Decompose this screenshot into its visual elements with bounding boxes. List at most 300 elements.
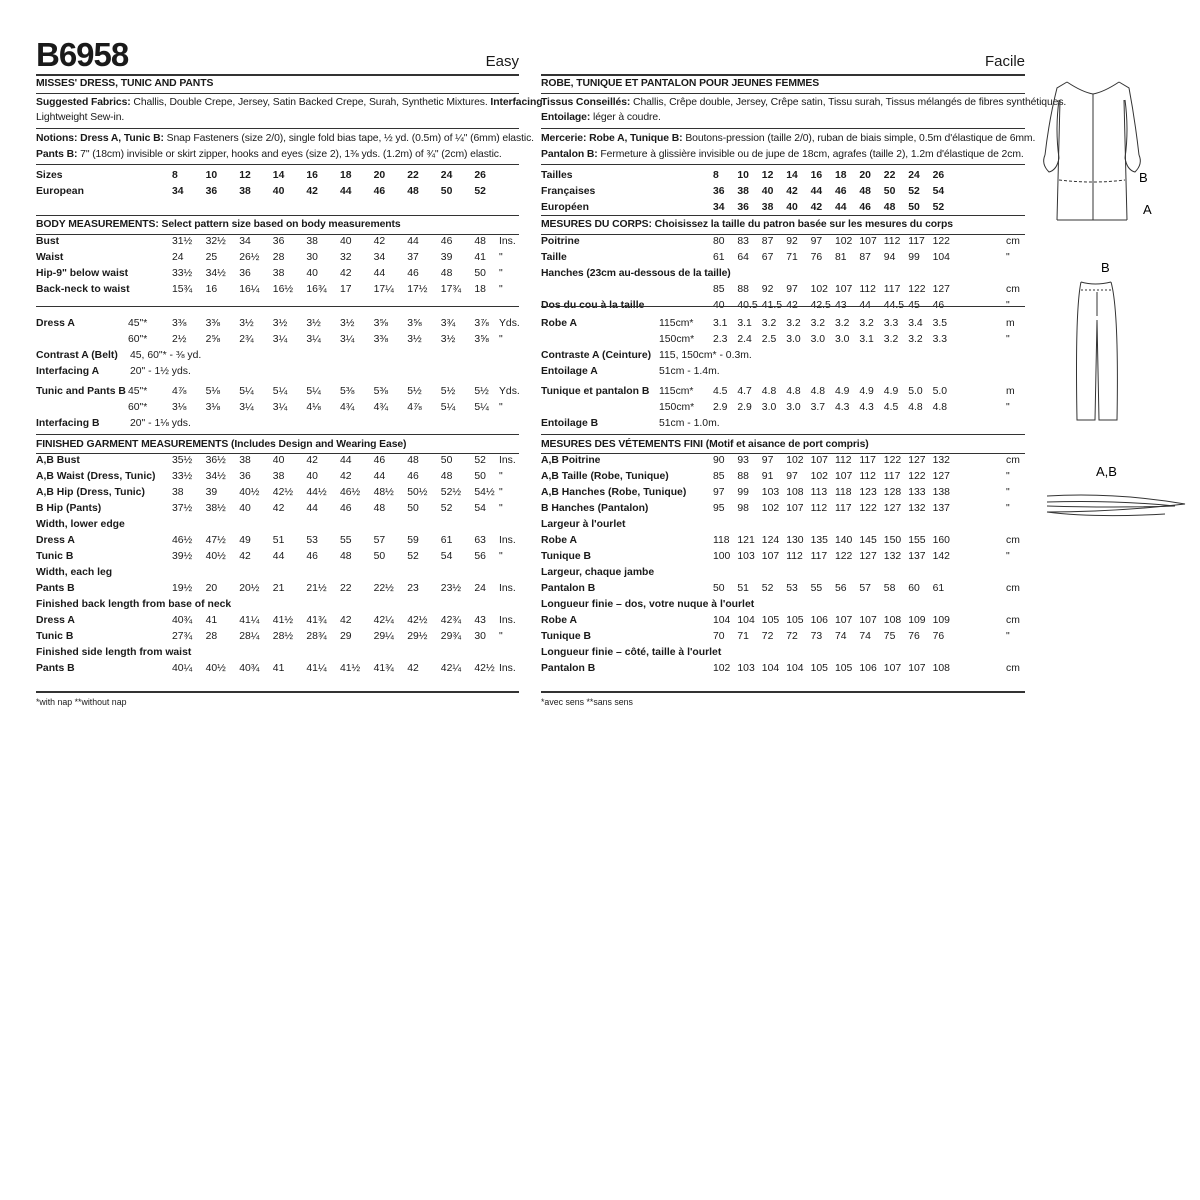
table-cell: 106 bbox=[859, 663, 877, 674]
yardage-row bbox=[541, 316, 1025, 332]
table-cell: 3.1 bbox=[859, 334, 874, 345]
table-cell: 38½ bbox=[205, 503, 226, 514]
table-cell: 4.5 bbox=[883, 402, 899, 413]
finished-row bbox=[541, 485, 1025, 501]
illustration-label-belt: A,B bbox=[1096, 464, 1117, 479]
table-cell: 112 bbox=[786, 551, 803, 562]
table-cell: 15¾ bbox=[172, 284, 193, 295]
table-cell: 41¾ bbox=[373, 663, 394, 674]
table-cell: 48 bbox=[440, 471, 453, 482]
table-cell: 44 bbox=[859, 300, 871, 311]
table-cell: 26 bbox=[474, 170, 486, 181]
row-label: Longueur finie – dos, votre nuque à l'ourlet bbox=[541, 599, 755, 610]
table-cell: 104 bbox=[713, 615, 731, 626]
table-cell: 20 bbox=[373, 170, 386, 181]
table-cell: 73 bbox=[810, 631, 823, 642]
table-cell: 52 bbox=[932, 202, 945, 213]
table-cell: 3⅜ bbox=[205, 318, 221, 329]
table-cell: 75 bbox=[883, 631, 896, 642]
table-cell: 40 bbox=[272, 455, 285, 466]
table-cell: 40 bbox=[786, 202, 798, 213]
row-label: European bbox=[36, 186, 84, 197]
table-cell: 3.3 bbox=[883, 318, 899, 329]
finished-row bbox=[541, 501, 1025, 517]
table-cell: 81 bbox=[835, 252, 847, 263]
table-cell: 102 bbox=[761, 503, 780, 514]
unit-label: " bbox=[499, 284, 503, 295]
row-label: Tunic B bbox=[36, 551, 74, 562]
difficulty-label: Easy bbox=[485, 53, 519, 70]
table-cell: 8 bbox=[713, 170, 719, 181]
table-cell: 3.0 bbox=[786, 402, 801, 413]
table-cell: 54½ bbox=[474, 487, 495, 498]
table-cell: 42 bbox=[810, 202, 823, 213]
table-cell: 44.5 bbox=[883, 300, 905, 311]
table-cell: 127 bbox=[908, 455, 926, 466]
table-cell: 160 bbox=[932, 535, 950, 546]
table-cell: 56 bbox=[474, 551, 486, 562]
table-cell: 4.5 bbox=[713, 386, 728, 397]
fabric-width: 115cm* bbox=[659, 386, 694, 397]
table-cell: 45 bbox=[908, 300, 920, 311]
finished-row bbox=[541, 469, 1025, 485]
size-row bbox=[541, 184, 1025, 200]
table-cell: 50 bbox=[373, 551, 386, 562]
table-cell: 103 bbox=[737, 551, 755, 562]
table-cell: 117 bbox=[908, 236, 925, 247]
table-cell: 42 bbox=[239, 551, 251, 562]
table-cell: 5.0 bbox=[932, 386, 948, 397]
table-cell: 39½ bbox=[172, 551, 193, 562]
table-cell: 142 bbox=[932, 551, 950, 562]
row-label: Tailles bbox=[541, 170, 573, 181]
finished-measurements-heading: FINISHED GARMENT MEASUREMENTS (Includes Design and Wearing Ease) bbox=[36, 439, 407, 450]
table-cell: 3.2 bbox=[883, 334, 899, 345]
table-cell: 42 bbox=[340, 471, 352, 482]
table-cell: 137 bbox=[932, 503, 950, 514]
table-cell: 36 bbox=[239, 268, 251, 279]
table-cell: 5.0 bbox=[908, 386, 923, 397]
row-label: A,B Bust bbox=[36, 455, 80, 466]
table-cell: 38 bbox=[761, 202, 774, 213]
yardage-row bbox=[36, 316, 519, 332]
fabric-width: 150cm* bbox=[659, 402, 695, 413]
interfacing-line: Lightweight Sew-in. bbox=[36, 112, 125, 123]
table-cell: 28¼ bbox=[239, 631, 260, 642]
table-cell: 42 bbox=[786, 186, 798, 197]
table-cell: 39 bbox=[440, 252, 453, 263]
table-cell: 42¾ bbox=[440, 615, 462, 626]
table-cell: 44 bbox=[835, 202, 847, 213]
table-cell: 10 bbox=[737, 170, 749, 181]
table-cell: 3¼ bbox=[306, 334, 321, 345]
row-label: Pants B bbox=[36, 583, 75, 594]
table-cell: 5¼ bbox=[306, 386, 321, 397]
table-cell: 12 bbox=[239, 170, 251, 181]
unit-label: Yds. bbox=[499, 318, 520, 329]
table-cell: 34½ bbox=[205, 268, 226, 279]
table-cell: 145 bbox=[859, 535, 877, 546]
table-cell: 127 bbox=[883, 503, 902, 514]
unit-label: " bbox=[1006, 252, 1010, 263]
table-cell: 31½ bbox=[172, 236, 193, 247]
garment-illustrations bbox=[1035, 60, 1200, 530]
table-cell: 16 bbox=[205, 284, 218, 295]
finished-row bbox=[36, 485, 519, 501]
table-cell: 24 bbox=[172, 252, 184, 263]
table-cell: 108 bbox=[932, 663, 950, 674]
finished-row bbox=[36, 645, 519, 661]
table-cell: 42½ bbox=[474, 663, 495, 674]
table-cell: 30 bbox=[306, 252, 318, 263]
table-cell: 42 bbox=[340, 268, 352, 279]
table-cell: 3⅝ bbox=[373, 318, 389, 329]
table-cell: 53 bbox=[786, 583, 798, 594]
table-cell: 36 bbox=[239, 471, 251, 482]
table-cell: 5⅜ bbox=[340, 386, 355, 397]
row-label: B Hanches (Pantalon) bbox=[541, 503, 649, 514]
table-cell: 127 bbox=[932, 284, 950, 295]
unit-label: cm bbox=[1006, 583, 1020, 594]
unit-label: cm bbox=[1006, 535, 1020, 546]
table-cell: 42¼ bbox=[440, 663, 462, 674]
table-cell: 4⅞ bbox=[407, 402, 422, 413]
table-cell: 38 bbox=[306, 236, 318, 247]
table-cell: 44 bbox=[373, 268, 386, 279]
unit-label: Ins. bbox=[499, 236, 516, 247]
finished-row bbox=[36, 533, 519, 549]
table-cell: 46 bbox=[373, 455, 386, 466]
table-cell: 50 bbox=[407, 503, 419, 514]
table-cell: 49 bbox=[239, 535, 251, 546]
table-cell: 102 bbox=[810, 471, 828, 482]
interfacing-line-fr: Entoilage: léger à coudre. bbox=[541, 112, 661, 123]
table-cell: 20 bbox=[205, 583, 218, 594]
finished-row bbox=[541, 549, 1025, 565]
table-cell: 88 bbox=[737, 284, 749, 295]
finished-row bbox=[36, 517, 519, 533]
table-cell: 43 bbox=[835, 300, 847, 311]
table-cell: 40¼ bbox=[172, 663, 193, 674]
size-row bbox=[541, 168, 1025, 184]
unit-label: Ins. bbox=[499, 663, 516, 674]
table-cell: 20½ bbox=[239, 583, 260, 594]
table-cell: 32½ bbox=[205, 236, 226, 247]
fabrics-line-fr: Tissus Conseillés: Challis, Crêpe double, Jersey, Crêpe satin, Tissu surah, Tissus mélangés de fibres synthétiques. bbox=[541, 97, 1067, 108]
table-cell: 46½ bbox=[340, 487, 361, 498]
table-cell: 14 bbox=[786, 170, 798, 181]
table-cell: 17¾ bbox=[440, 284, 462, 295]
table-cell: 40 bbox=[713, 300, 725, 311]
row-label: Bust bbox=[36, 236, 60, 247]
table-cell: 3.2 bbox=[908, 334, 923, 345]
finished-row bbox=[36, 629, 519, 645]
table-cell: 23 bbox=[407, 583, 419, 594]
table-cell: 122 bbox=[908, 471, 926, 482]
table-cell: 42½ bbox=[407, 615, 428, 626]
unit-label: " bbox=[1006, 334, 1010, 345]
table-cell: 112 bbox=[835, 455, 852, 466]
row-label: Robe A bbox=[541, 535, 577, 546]
table-cell: 97 bbox=[786, 471, 798, 482]
unit-label: " bbox=[499, 631, 503, 642]
table-cell: 74 bbox=[859, 631, 871, 642]
table-cell: 50 bbox=[474, 268, 486, 279]
table-cell: 48 bbox=[373, 503, 386, 514]
table-cell: 99 bbox=[737, 487, 749, 498]
table-cell: 42 bbox=[306, 455, 318, 466]
body-row bbox=[541, 234, 1025, 250]
finished-row bbox=[36, 581, 519, 597]
table-cell: 3⅝ bbox=[474, 334, 489, 345]
table-cell: 44½ bbox=[306, 487, 327, 498]
table-cell: 44 bbox=[340, 186, 352, 197]
unit-label: cm bbox=[1006, 663, 1020, 674]
table-cell: 38 bbox=[172, 487, 184, 498]
table-cell: 60 bbox=[908, 583, 920, 594]
table-cell: 36 bbox=[713, 186, 725, 197]
table-cell: 43 bbox=[474, 615, 486, 626]
table-cell: 93 bbox=[737, 455, 749, 466]
table-cell: 48½ bbox=[373, 487, 394, 498]
table-cell: 137 bbox=[908, 551, 926, 562]
unit-label: cm bbox=[1006, 455, 1020, 466]
finished-row bbox=[36, 469, 519, 485]
table-cell: 50 bbox=[440, 186, 453, 197]
table-cell: 30 bbox=[474, 631, 486, 642]
table-cell: 107 bbox=[835, 615, 853, 626]
table-cell: 88 bbox=[737, 471, 749, 482]
table-cell: 36½ bbox=[205, 455, 226, 466]
table-cell: 80 bbox=[713, 236, 725, 247]
row-label: Pants B bbox=[36, 663, 75, 674]
table-cell: 85 bbox=[713, 471, 725, 482]
row-label: Tunique et pantalon B bbox=[541, 386, 650, 397]
table-cell: 4.9 bbox=[835, 386, 850, 397]
table-cell: 44 bbox=[373, 471, 386, 482]
table-cell: 5⅛ bbox=[205, 386, 221, 397]
table-cell: 28¾ bbox=[306, 631, 327, 642]
table-cell: 16¼ bbox=[239, 284, 260, 295]
table-cell: 132 bbox=[883, 551, 902, 562]
table-cell: 55 bbox=[810, 583, 823, 594]
table-cell: 3⅛ bbox=[172, 402, 187, 413]
row-label: A,B Taille (Robe, Tunique) bbox=[541, 471, 669, 482]
table-cell: 26½ bbox=[239, 252, 260, 263]
body-row bbox=[541, 282, 1025, 298]
table-cell: 107 bbox=[835, 284, 853, 295]
table-cell: 22 bbox=[340, 583, 352, 594]
table-cell: 104 bbox=[786, 663, 804, 674]
table-cell: 72 bbox=[786, 631, 798, 642]
fabric-width: 60"* bbox=[128, 402, 148, 413]
table-cell: 132 bbox=[932, 455, 950, 466]
table-cell: 98 bbox=[737, 503, 749, 514]
table-cell: 29½ bbox=[407, 631, 428, 642]
row-label: Largeur à l'ourlet bbox=[541, 519, 626, 530]
table-cell: 102 bbox=[835, 236, 853, 247]
row-label: Finished back length from base of neck bbox=[36, 599, 232, 610]
unit-label: " bbox=[499, 252, 503, 263]
table-cell: 117 bbox=[859, 455, 876, 466]
table-cell: 107 bbox=[810, 455, 828, 466]
table-cell: 102 bbox=[810, 284, 828, 295]
table-cell: 46 bbox=[440, 236, 453, 247]
table-cell: 140 bbox=[835, 535, 853, 546]
table-cell: 4.8 bbox=[786, 386, 801, 397]
table-cell: 48 bbox=[340, 551, 352, 562]
table-cell: 4.9 bbox=[859, 386, 874, 397]
table-cell: 3.2 bbox=[761, 318, 777, 329]
table-cell: 3⅝ bbox=[407, 318, 422, 329]
table-cell: 63 bbox=[474, 535, 486, 546]
table-cell: 16 bbox=[306, 170, 318, 181]
table-cell: 42½ bbox=[272, 487, 294, 498]
table-cell: 2.9 bbox=[737, 402, 752, 413]
unit-label: " bbox=[499, 268, 503, 279]
table-cell: 2.4 bbox=[737, 334, 752, 345]
table-cell: 40¾ bbox=[172, 615, 193, 626]
table-cell: 52 bbox=[474, 455, 486, 466]
row-label: Françaises bbox=[541, 186, 596, 197]
table-cell: 41 bbox=[272, 663, 285, 674]
table-cell: 103 bbox=[761, 487, 780, 498]
table-cell: 71 bbox=[786, 252, 798, 263]
unit-label: Ins. bbox=[499, 615, 516, 626]
size-row bbox=[36, 184, 519, 200]
table-cell: 87 bbox=[859, 252, 871, 263]
table-cell: 91 bbox=[761, 471, 774, 482]
table-cell: 46½ bbox=[172, 535, 193, 546]
difficulty-label-fr: Facile bbox=[984, 53, 1025, 70]
table-cell: 41¾ bbox=[306, 615, 327, 626]
body-measurements-heading-fr: MESURES DU CORPS: Choisissez la taille du patron basée sur les mesures du corps bbox=[541, 219, 953, 230]
unit-label: Yds. bbox=[499, 386, 520, 397]
unit-label: cm bbox=[1006, 615, 1020, 626]
table-cell: 16¾ bbox=[306, 284, 327, 295]
table-cell: 42¼ bbox=[373, 615, 394, 626]
table-cell: 12 bbox=[761, 170, 774, 181]
yardage-row bbox=[541, 384, 1025, 400]
table-cell: 104 bbox=[761, 663, 780, 674]
table-cell: 41¼ bbox=[239, 615, 260, 626]
row-label: Taille bbox=[541, 252, 567, 263]
table-cell: 46 bbox=[407, 471, 419, 482]
table-cell: 40½ bbox=[239, 487, 260, 498]
table-cell: 3.2 bbox=[810, 318, 826, 329]
table-cell: 61 bbox=[932, 583, 945, 594]
table-cell: 22½ bbox=[373, 583, 394, 594]
table-cell: 54 bbox=[932, 186, 945, 197]
unit-label: m bbox=[1006, 386, 1015, 397]
table-cell: 104 bbox=[737, 615, 755, 626]
table-cell: 44 bbox=[306, 503, 318, 514]
table-cell: 52½ bbox=[440, 487, 462, 498]
table-cell: 132 bbox=[908, 503, 926, 514]
table-cell: 3.3 bbox=[932, 334, 948, 345]
table-cell: 52 bbox=[908, 186, 920, 197]
table-cell: 50 bbox=[474, 471, 486, 482]
table-cell: 5¼ bbox=[239, 386, 254, 397]
unit-label: " bbox=[1006, 300, 1010, 311]
pants-sketch bbox=[1077, 282, 1118, 420]
table-cell: 50 bbox=[883, 186, 896, 197]
table-cell: 42 bbox=[306, 186, 318, 197]
table-cell: 3.5 bbox=[932, 318, 948, 329]
footnote: *with nap **without nap bbox=[36, 697, 127, 707]
table-cell: 5¼ bbox=[272, 386, 288, 397]
table-cell: 18 bbox=[474, 284, 486, 295]
table-cell: 54 bbox=[440, 551, 453, 562]
table-cell: 3.2 bbox=[859, 318, 874, 329]
table-cell: 40 bbox=[761, 186, 774, 197]
table-cell: 4.7 bbox=[737, 386, 752, 397]
table-cell: 112 bbox=[859, 471, 876, 482]
unit-label: Ins. bbox=[499, 583, 516, 594]
notions-line-b-fr: Pantalon B: Fermeture à glissière invisible ou de jupe de 18cm, agrafes (taille 2), 1.2m d'élastique de 2cm. bbox=[541, 149, 1024, 160]
table-cell: 46 bbox=[340, 503, 352, 514]
table-cell: 155 bbox=[908, 535, 926, 546]
finished-row bbox=[36, 597, 519, 613]
row-label: Width, each leg bbox=[36, 567, 113, 578]
yardage-row bbox=[36, 400, 519, 416]
row-label: Tunic and Pants B bbox=[36, 386, 126, 397]
finished-row bbox=[541, 629, 1025, 645]
table-cell: 41 bbox=[205, 615, 218, 626]
table-cell: 4⅞ bbox=[172, 386, 187, 397]
table-cell: 44 bbox=[340, 455, 352, 466]
table-cell: 64 bbox=[737, 252, 749, 263]
table-cell: 42 bbox=[272, 503, 285, 514]
table-cell: 38 bbox=[737, 186, 749, 197]
table-cell: 40½ bbox=[205, 551, 226, 562]
table-cell: 52 bbox=[440, 503, 453, 514]
interfacing-a-row-fr: Entoilage A 51cm - 1.4m. bbox=[541, 366, 720, 377]
row-label: Tunique B bbox=[541, 551, 592, 562]
table-cell: 107 bbox=[859, 615, 877, 626]
table-cell: 24 bbox=[908, 170, 920, 181]
table-cell: 3.0 bbox=[761, 402, 777, 413]
table-cell: 106 bbox=[810, 615, 828, 626]
finished-row bbox=[36, 661, 519, 677]
table-cell: 57 bbox=[859, 583, 871, 594]
table-cell: 42.5 bbox=[810, 300, 831, 311]
table-cell: 4¾ bbox=[373, 402, 389, 413]
finished-row bbox=[36, 453, 519, 469]
table-cell: 70 bbox=[713, 631, 725, 642]
table-cell: 3.0 bbox=[835, 334, 850, 345]
unit-label: m bbox=[1006, 318, 1015, 329]
table-cell: 40 bbox=[306, 268, 318, 279]
notions-line-a: Notions: Dress A, Tunic B: Snap Fasteners (size 2/0), single fold bias tape, ½ yd. (0.5m) of ¼" (6mm) elastic. bbox=[36, 133, 534, 144]
table-cell: 3⅞ bbox=[474, 318, 489, 329]
table-cell: 121 bbox=[737, 535, 755, 546]
table-cell: 3.1 bbox=[713, 318, 728, 329]
yardage-row bbox=[541, 400, 1025, 416]
row-label: Back-neck to waist bbox=[36, 284, 130, 295]
table-cell: 46 bbox=[306, 551, 318, 562]
table-cell: 107 bbox=[883, 663, 902, 674]
table-cell: 38 bbox=[239, 455, 251, 466]
fabric-width: 45"* bbox=[128, 318, 148, 329]
table-cell: 128 bbox=[883, 487, 902, 498]
table-cell: 46 bbox=[835, 186, 847, 197]
row-label: Pantalon B bbox=[541, 663, 596, 674]
table-cell: 112 bbox=[859, 284, 876, 295]
table-cell: 97 bbox=[713, 487, 725, 498]
table-cell: 46 bbox=[932, 300, 945, 311]
table-cell: 38 bbox=[272, 268, 285, 279]
